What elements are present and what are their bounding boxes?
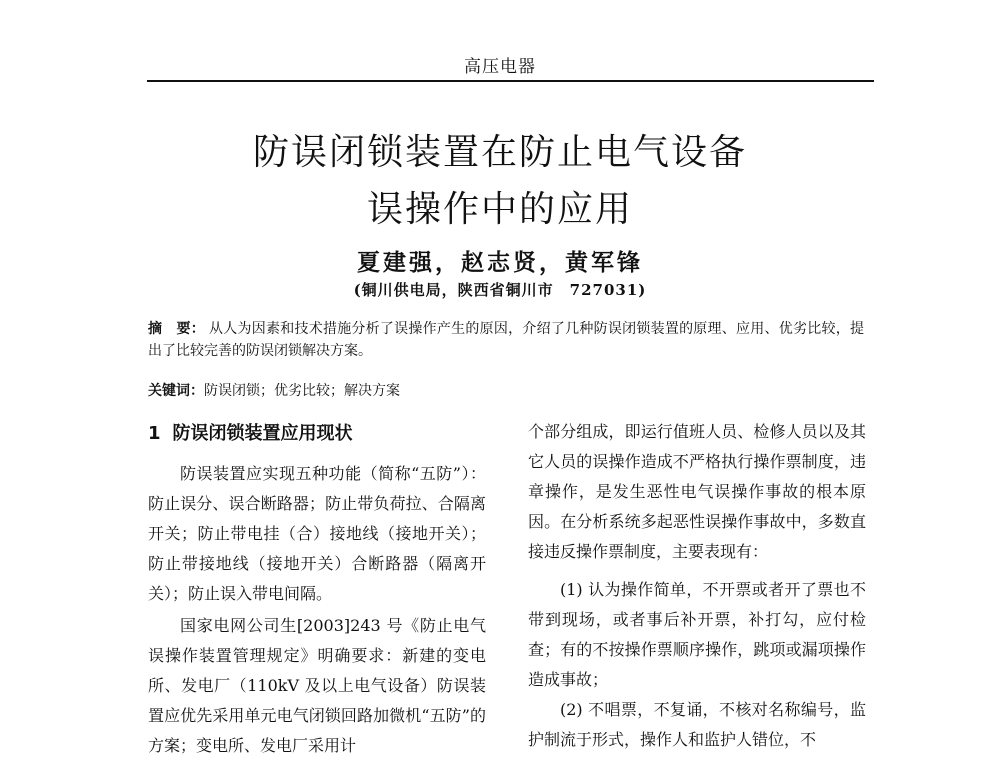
abstract xyxy=(148,318,864,362)
keywords xyxy=(148,380,864,402)
paragraph: 防误装置应实现五种功能（简称“五防”）：防止误分、误合断路器；防止带负荷拉、合隔离开关；防止带电挂（合）接地线（接地开关）；防止带接地线（接地开关）合断路器（隔离开关）；防止误入带电间隔。 xyxy=(148,464,486,603)
keywords-label: 关键词： xyxy=(148,383,204,399)
left-column xyxy=(148,417,486,763)
section-heading xyxy=(148,417,486,451)
list-item: (1) 认为操作简单，不开票或者开了票也不带到现场，或者事后补开票，补打勾，应付检查；有的不按操作票顺序操作，跳项或漏项操作造成事故； xyxy=(528,580,866,689)
affiliation: (铜川供电局，陕西省铜川市 727031) xyxy=(353,281,647,299)
paragraph: 个部分组成，即运行值班人员、检修人员以及其它人员的误操作造成不严格执行操作票制度，违章操作，是发生恶性电气误操作事故的根本原因。在分析系统多起恶性误操作事故中，多数直接违反操作票制度，主要表现有： xyxy=(528,422,866,561)
section-title: 防误闭锁装置应用现状 xyxy=(172,423,353,444)
paper-title-line-1: 防误闭锁装置在防止电气设备 xyxy=(252,132,747,173)
list-item: (2) 不唱票，不复诵，不核对名称编号，监护制流于形式，操作人和监护人错位，不 xyxy=(528,700,866,749)
author-list: 夏建强，赵志贤，黄军锋 xyxy=(357,249,643,276)
section-number: 1 xyxy=(148,423,161,444)
right-column xyxy=(528,417,866,755)
paragraph: 国家电网公司生[2003]243 号《防止电气误操作装置管理规定》明确要求：新建的变电所、发电厂（110kV 及以上电气设备）防误装置应优先采用单元电气闭锁回路加微机“五防”的方案；变电所、发电厂采用计 xyxy=(148,616,486,755)
keywords-text: 防误闭锁；优劣比较；解决方案 xyxy=(204,383,400,399)
paper-title-line-2: 误操作中的应用 xyxy=(366,189,633,230)
header-rule xyxy=(147,80,874,82)
running-head: 高压电器 xyxy=(464,57,536,77)
abstract-text: 从人为因素和技术措施分析了误操作产生的原因，介绍了几种防误闭锁装置的原理、应用、优劣比较，提出了比较完善的防误闭锁解决方案。 xyxy=(148,321,865,359)
abstract-label: 摘 要： xyxy=(148,321,205,337)
